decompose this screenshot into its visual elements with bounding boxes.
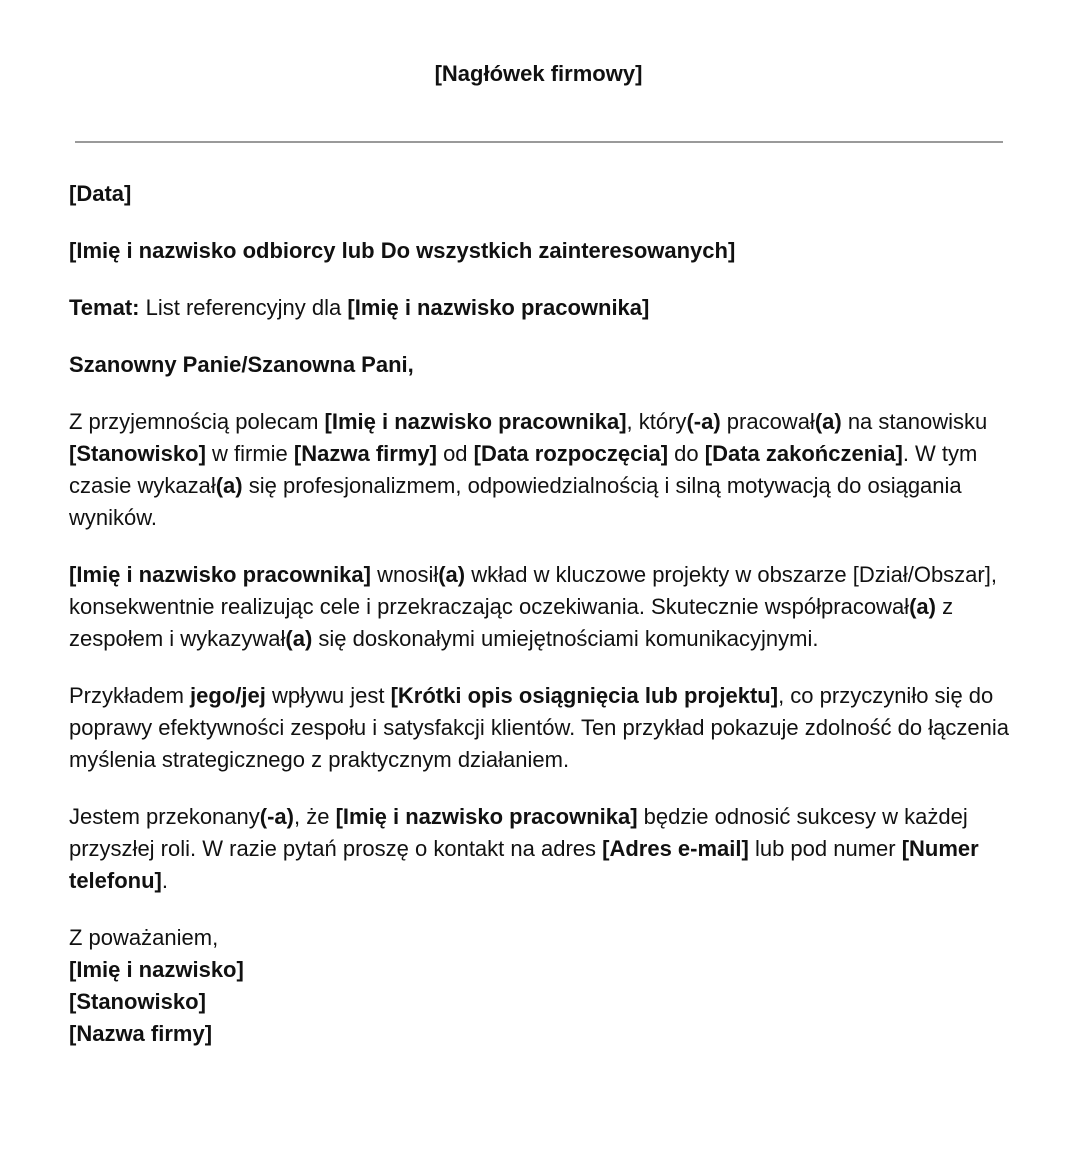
- letter-date: [Data]: [69, 181, 132, 206]
- body-text: . W tym czasie wykazał: [69, 441, 978, 498]
- body-text: pracował: [720, 409, 815, 434]
- body-text: Z przyjemnością polecam: [69, 409, 325, 434]
- letter-body: [69, 178, 1014, 1075]
- signature-block: [69, 922, 1014, 1050]
- body-text: będzie odnosić sukcesy w każdej przyszłej roli. W razie pytań proszę o kontakt na adres: [69, 804, 968, 861]
- body-text: do: [668, 441, 705, 466]
- placeholder-text: [Imię i nazwisko pracownika]: [69, 562, 371, 587]
- paragraph-1: [69, 406, 1014, 534]
- signature-position: [Stanowisko]: [69, 989, 206, 1014]
- letterhead: [Nagłówek firmowy]: [434, 61, 643, 86]
- placeholder-text: [Data rozpoczęcia]: [473, 441, 669, 466]
- placeholder-text: [Imię i nazwisko pracownika]: [324, 409, 627, 434]
- recipient: [Imię i nazwisko odbiorcy lub Do wszystkich zainteresowanych]: [69, 238, 736, 263]
- body-text: lub pod numer: [748, 836, 902, 861]
- placeholder-text: [Data zakończenia]: [704, 441, 903, 466]
- body-text: z zespołem i wykazywał: [69, 594, 954, 651]
- body-text: w firmie: [205, 441, 294, 466]
- salutation: Szanowny Panie/Szanowna Pani,: [69, 352, 414, 377]
- signature-company: [Nazwa firmy]: [69, 1021, 213, 1046]
- body-text: .: [161, 868, 169, 893]
- header-divider: [75, 141, 1003, 143]
- paragraph-4: [69, 801, 1014, 897]
- paragraph-2: [69, 559, 1014, 655]
- subject-label: Temat:: [69, 295, 140, 320]
- placeholder-text: (a): [285, 626, 313, 651]
- body-text: wpływu jest: [265, 683, 391, 708]
- placeholder-text: (a): [215, 473, 243, 498]
- placeholder-text: [Numer telefonu]: [69, 836, 979, 893]
- subject-placeholder: [Imię i nazwisko pracownika]: [347, 295, 650, 320]
- placeholder-text: (a): [909, 594, 936, 619]
- paragraph-3: [69, 680, 1014, 776]
- closing: Z poważaniem,: [69, 925, 219, 950]
- body-text: Przykładem: [69, 683, 191, 708]
- signature-name: [Imię i nazwisko]: [69, 957, 244, 982]
- body-text: , że: [293, 804, 336, 829]
- body-text: na stanowisku: [841, 409, 988, 434]
- body-text: się doskonałymi umiejętnościami komunikacyjnymi.: [312, 626, 819, 651]
- placeholder-text: [Nazwa firmy]: [293, 441, 437, 466]
- placeholder-text: (-a): [259, 804, 294, 829]
- body-text: , co przyczyniło się do poprawy efektywności zespołu i satysfakcji klientów. Ten przykład pokazuje zdolność do łączenia myślenia strategicznego z praktycznym działaniem.: [69, 683, 1009, 772]
- subject-line: [69, 292, 1014, 324]
- subject-text: List referencyjny dla: [139, 295, 348, 320]
- body-text: Jestem przekonany: [69, 804, 260, 829]
- placeholder-text: [Krótki opis osiągnięcia lub projektu]: [390, 683, 779, 708]
- placeholder-text: jego/jej: [190, 683, 266, 708]
- body-text: , który: [626, 409, 687, 434]
- placeholder-text: (a): [438, 562, 466, 587]
- placeholder-text: (-a): [686, 409, 721, 434]
- body-text: wnosił: [370, 562, 439, 587]
- placeholder-text: [Adres e-mail]: [602, 836, 749, 861]
- placeholder-text: [Stanowisko]: [69, 441, 206, 466]
- body-text: od: [436, 441, 474, 466]
- body-text: wkład w kluczowe projekty w obszarze [Dział/Obszar], konsekwentnie realizując cele i przekraczając oczekiwania. Skutecznie współpracował: [69, 562, 997, 619]
- placeholder-text: [Imię i nazwisko pracownika]: [335, 804, 638, 829]
- body-text: się profesjonalizmem, odpowiedzialnością i silną motywacją do osiągania wyników.: [69, 473, 962, 530]
- placeholder-text: (a): [814, 409, 842, 434]
